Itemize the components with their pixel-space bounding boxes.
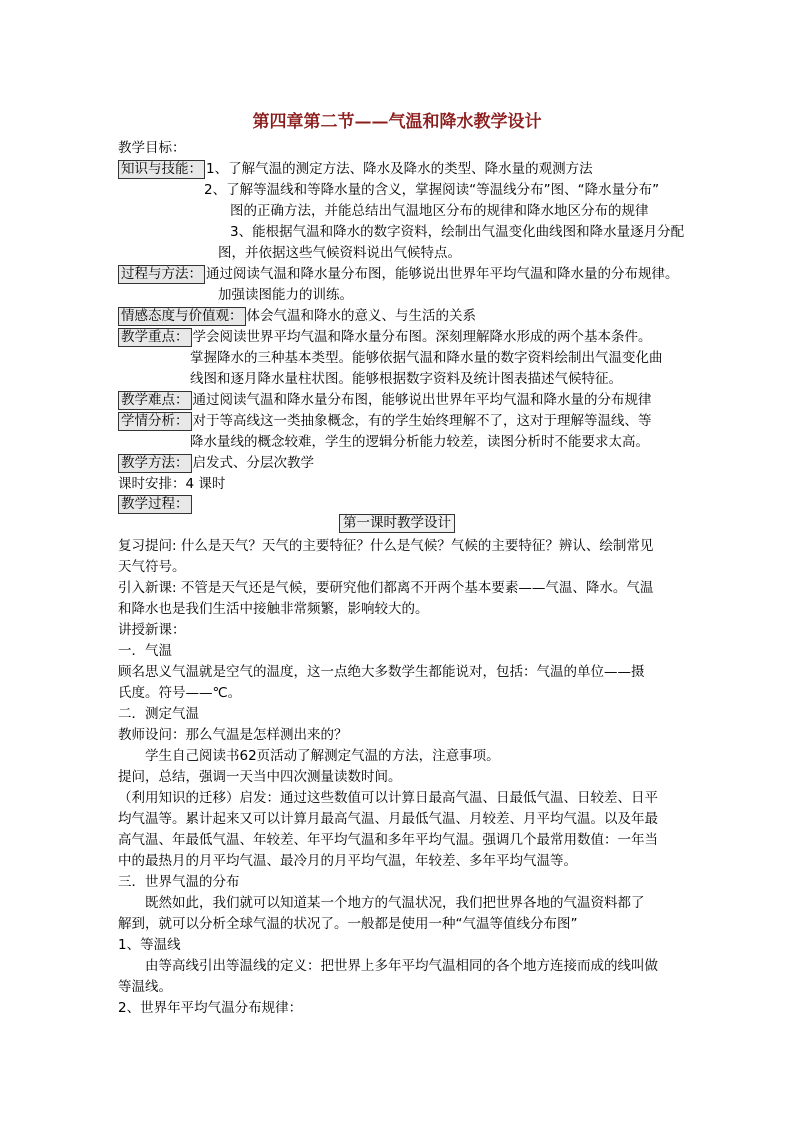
body-line: 二．测定气温: [118, 706, 199, 722]
body-line: 线图和逐月降水量柱状图。能够根据数字资料及统计图表描述气候特征。: [190, 371, 622, 387]
document-title: 第四章第二节——气温和降水教学设计: [252, 112, 542, 132]
body-line: 图，并依据这些气候资料说出气候特点。: [218, 245, 461, 261]
body-line: 2、了解等温线和等降水量的含义，掌握阅读“等温线分布”图、“降水量分布”: [204, 182, 660, 198]
body-line: 和降水也是我们生活中接触非常频繁，影响较大的。: [118, 601, 429, 617]
body-line: 氏度。符号——℃。: [118, 685, 242, 701]
difficult-text: 通过阅读气温和降水量分布图，能够说出世界年平均气温和降水量的分布规律: [192, 392, 652, 408]
body-line: 学生自己阅读书62页活动了解测定气温的方法，注意事项。: [145, 748, 500, 764]
body-line: 降水量线的概念较难，学生的逻辑分析能力较差，读图分析时不能要求太高。: [190, 434, 649, 450]
method-text: 启发式、分层次教学: [192, 455, 314, 471]
body-line: 一．气温: [118, 643, 172, 659]
emotion-row: [118, 306, 476, 326]
body-line: 三．世界气温的分布: [118, 874, 240, 890]
difficult-tag: 教学难点：: [118, 391, 192, 410]
body-line: 1、等温线: [118, 937, 181, 953]
difficult-row: [118, 390, 652, 410]
emotion-tag: 情感态度与价值观：: [118, 307, 246, 326]
process-tag: 过程与方法：: [118, 265, 205, 284]
body-line: 2、世界年平均气温分布规律：: [118, 1000, 303, 1016]
knowledge-tag: 知识与技能：: [118, 160, 205, 179]
body-line: 高气温、年最低气温、年较差、年平均气温和多年平均气温。强调几个最常用数值：一年当: [118, 832, 658, 848]
section-title-row: [0, 513, 794, 533]
key-row: [118, 327, 652, 347]
body-line: 讲授新课：: [118, 622, 186, 638]
body-line: 解到，就可以分析全球气温的状况了。一般都是使用一种“气温等值线分布图”: [118, 916, 578, 932]
analysis-tag: 学情分析：: [118, 412, 192, 431]
body-line: 复习提问: 什么是天气？天气的主要特征？什么是气候？气候的主要特征？辨认、绘制常见: [118, 538, 654, 554]
body-line: 加强读图能力的训练。: [218, 287, 353, 303]
body-line: 中的最热月的月平均气温、最冷月的月平均气温，年较差、多年平均气温等。: [118, 853, 577, 869]
body-line: 教师设问：那么气温是怎样测出来的？: [118, 727, 348, 743]
knowledge-row: [118, 159, 593, 179]
method-row: [118, 453, 314, 473]
hours-value: 4 课时: [185, 476, 226, 492]
section-title: 第一课时教学设计: [339, 514, 455, 533]
body-line: 顾名思义气温就是空气的温度，这一点绝大多数学生都能说对，包括：气温的单位——摄: [118, 664, 645, 680]
key-tag: 教学重点：: [118, 328, 192, 347]
body-line: 天气符号。: [118, 559, 186, 575]
body-line: 3、能根据气温和降水的数字资料，绘制出气温变化曲线图和降水量逐月分配: [230, 224, 685, 240]
method-tag: 教学方法：: [118, 454, 192, 473]
body-line: 既然如此，我们就可以知道某一个地方的气温状况，我们把世界各地的气温资料都了: [145, 895, 645, 911]
body-line: 提问，总结，强调一天当中四次测量读数时间。: [118, 769, 402, 785]
process-row: [118, 264, 679, 284]
hours-row: [118, 474, 225, 494]
body-line: 均气温等。累计起来又可以计算月最高气温、月最低气温、月较差、月平均气温。以及年最: [118, 811, 658, 827]
body-line: 图的正确方法，并能总结出气温地区分布的规律和降水地区分布的规律: [230, 203, 649, 219]
analysis-text: 对于等高线这一类抽象概念，有的学生始终理解不了，这对于理解等温线、等: [192, 413, 652, 429]
analysis-row: [118, 411, 652, 431]
emotion-text: 体会气温和降水的意义、与生活的关系: [246, 308, 476, 324]
body-line: 掌握降水的三种基本类型。能够依据气温和降水量的数字资料绘制出气温变化曲: [190, 350, 663, 366]
body-line: 由等高线引出等温线的定义：把世界上多年平均气温相同的各个地方连接而成的线叫做: [145, 958, 658, 974]
knowledge-text: 1、了解气温的测定方法、降水及降水的类型、降水量的观测方法: [206, 161, 593, 177]
process-text: 通过阅读气温和降水量分布图，能够说出世界年平均气温和降水量的分布规律。: [206, 266, 679, 282]
body-line: 引入新课: 不管是天气还是气候，要研究他们都离不开两个基本要素——气温、降水。气温: [118, 580, 654, 596]
hours-label: 课时安排：: [118, 476, 186, 492]
key-text: 学会阅读世界平均气温和降水量分布图。深刻理解降水形成的两个基本条件。: [192, 329, 652, 345]
objectives-heading: 教学目标：: [118, 140, 186, 156]
teaching-process-tag: 教学过程：: [118, 495, 192, 514]
process-heading-row: [118, 494, 193, 514]
body-line: 等温线。: [118, 979, 172, 995]
body-line: （利用知识的迁移）启发：通过这些数值可以计算日最高气温、日最低气温、日较差、日平: [118, 790, 658, 806]
